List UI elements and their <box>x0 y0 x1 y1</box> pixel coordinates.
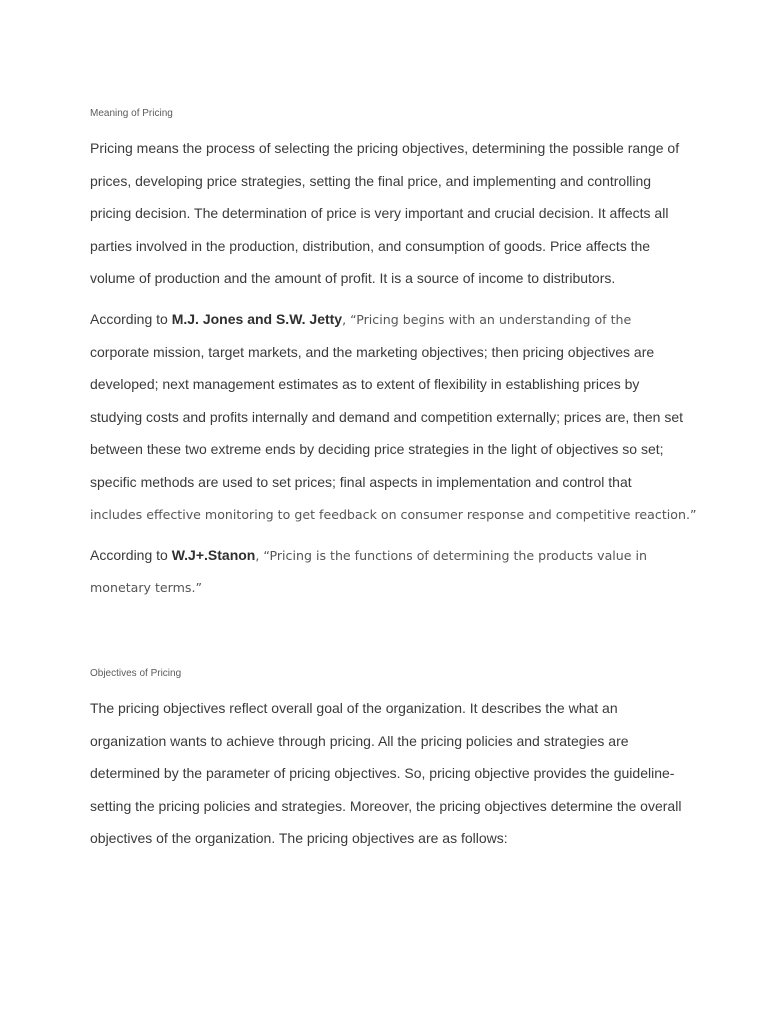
quote-separator: , <box>255 548 264 563</box>
quote-line: specific methods are used to set prices; final aspects in implementation and control that <box>90 473 632 490</box>
quote-line: corporate mission, target markets, and the marketing objectives; then pricing objectives are <box>90 343 655 360</box>
quote-stanon <box>90 539 690 604</box>
quote-line: between these two extreme ends by deciding price strategies in the light of objectives so set; <box>90 441 664 458</box>
paragraph-pricing-definition <box>90 132 690 295</box>
quote-intro: According to <box>90 547 172 563</box>
paragraph-line: prices, developing price strategies, setting the final price, and implementing and controlling <box>90 172 652 189</box>
quote-author: M.J. Jones and S.W. Jetty <box>171 311 343 327</box>
paragraph-line: organization wants to achieve through pricing. All the pricing policies and strategies are <box>90 732 629 749</box>
quote-line: studying costs and profits internally and demand and competition externally; prices are, then set <box>90 408 683 425</box>
quote-first-line <box>90 539 690 572</box>
paragraph-line: setting the pricing policies and strategies. Moreover, the pricing objectives determine the overall <box>90 797 682 814</box>
quote-last-line: monetary terms.” <box>90 579 202 595</box>
paragraph-line: determined by the parameter of pricing objectives. So, pricing objective provides the guideline- <box>90 765 675 782</box>
section-heading-meaning-of-pricing: Meaning of Pricing <box>90 108 173 119</box>
paragraph-pricing-objectives <box>90 692 690 855</box>
paragraph-line: parties involved in the production, distribution, and consumption of goods. Price affects the <box>90 237 651 254</box>
quote-jones-jetty <box>90 303 697 531</box>
quote-author: W.J+.Stanon <box>171 547 256 563</box>
paragraph-line: objectives of the organization. The pricing objectives are as follows: <box>90 830 508 847</box>
quote-intro: According to <box>90 311 172 327</box>
quote-text: “Pricing is the functions of determining the products value in <box>263 548 648 563</box>
paragraph-line: The pricing objectives reflect overall goal of the organization. It describes the what an <box>90 700 618 716</box>
paragraph-line: Pricing means the process of selecting the pricing objectives, determining the possible range of <box>90 140 680 156</box>
quote-last-line: includes effective monitoring to get feedback on consumer response and competitive reaction.” <box>90 506 697 522</box>
section-heading-objectives-of-pricing: Objectives of Pricing <box>90 668 182 679</box>
quote-text: “Pricing begins with an understanding of the <box>350 312 632 327</box>
quote-line: developed; next management estimates as to extent of flexibility in establishing prices by <box>90 376 640 393</box>
quote-separator: , <box>342 312 351 327</box>
paragraph-line: volume of production and the amount of profit. It is a source of income to distributors. <box>90 270 616 287</box>
quote-first-line <box>90 303 690 336</box>
paragraph-line: pricing decision. The determination of price is very important and crucial decision. It affects all <box>90 205 669 222</box>
